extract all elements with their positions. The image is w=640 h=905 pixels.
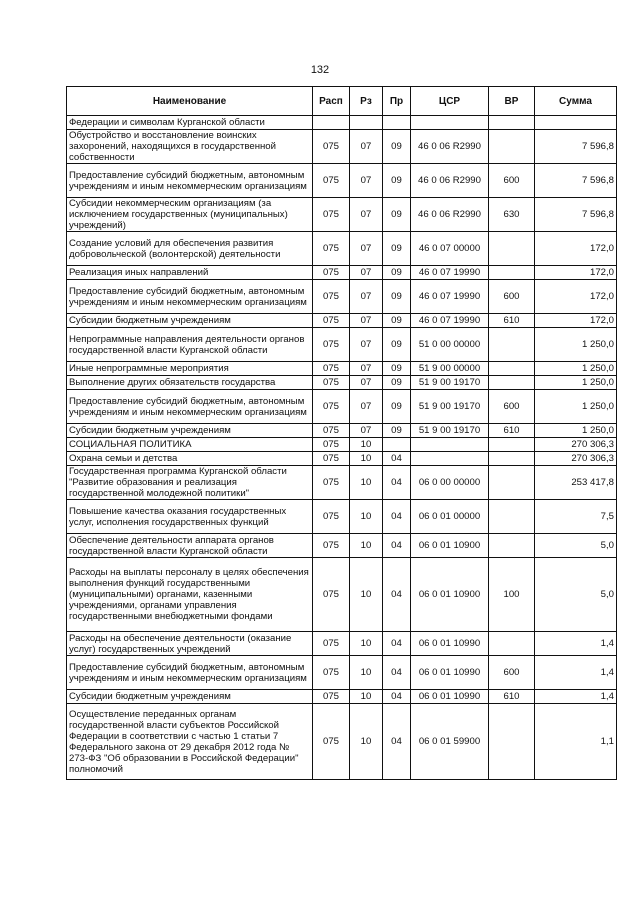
cell-pr: 09	[383, 232, 411, 266]
table-row	[67, 656, 617, 690]
table-row	[67, 690, 617, 704]
cell-vr: 600	[489, 656, 535, 690]
cell-csr: 06 0 01 10990	[411, 656, 489, 690]
cell-vr	[489, 362, 535, 376]
cell-pr: 04	[383, 500, 411, 534]
cell-pr: 09	[383, 362, 411, 376]
table-row	[67, 164, 617, 198]
cell-rasp: 075	[313, 452, 350, 466]
cell-name: Федерации и символам Курганской области	[67, 116, 313, 130]
cell-sum: 270 306,3	[535, 452, 617, 466]
cell-rz: 07	[350, 280, 383, 314]
cell-sum: 1 250,0	[535, 390, 617, 424]
cell-rz: 07	[350, 314, 383, 328]
cell-name: Субсидии бюджетным учреждениям	[67, 314, 313, 328]
cell-rasp: 075	[313, 362, 350, 376]
table-row	[67, 424, 617, 438]
cell-rasp: 075	[313, 438, 350, 452]
cell-rz: 07	[350, 198, 383, 232]
cell-pr: 09	[383, 266, 411, 280]
cell-name: Расходы на обеспечение деятельности (оказание услуг) государственных учреждений	[67, 632, 313, 656]
cell-pr: 09	[383, 280, 411, 314]
cell-rasp: 075	[313, 558, 350, 632]
cell-rasp: 075	[313, 500, 350, 534]
cell-sum: 253 417,8	[535, 466, 617, 500]
cell-name: Повышение качества оказания государственных услуг, исполнения государственных функций	[67, 500, 313, 534]
cell-name: Субсидии бюджетным учреждениям	[67, 690, 313, 704]
cell-vr: 600	[489, 164, 535, 198]
cell-vr	[489, 116, 535, 130]
cell-sum: 7 596,8	[535, 164, 617, 198]
cell-rz: 10	[350, 466, 383, 500]
table-body	[67, 116, 617, 780]
cell-vr	[489, 232, 535, 266]
cell-pr: 04	[383, 656, 411, 690]
cell-csr: 46 0 07 00000	[411, 232, 489, 266]
header-vr: ВР	[489, 87, 535, 116]
cell-csr: 06 0 00 00000	[411, 466, 489, 500]
cell-rz: 10	[350, 534, 383, 558]
cell-name: Предоставление субсидий бюджетным, автономным учреждениям и иным некоммерческим организациям	[67, 164, 313, 198]
cell-csr: 06 0 01 10900	[411, 534, 489, 558]
header-sum: Сумма	[535, 87, 617, 116]
cell-rasp: 075	[313, 656, 350, 690]
cell-rz: 10	[350, 656, 383, 690]
cell-pr: 04	[383, 558, 411, 632]
cell-rasp: 075	[313, 632, 350, 656]
cell-rasp: 075	[313, 198, 350, 232]
cell-pr	[383, 116, 411, 130]
cell-pr: 09	[383, 198, 411, 232]
cell-rz: 07	[350, 376, 383, 390]
header-rasp: Расп	[313, 87, 350, 116]
table-row	[67, 558, 617, 632]
table-row	[67, 266, 617, 280]
cell-pr: 09	[383, 390, 411, 424]
cell-rz: 07	[350, 266, 383, 280]
cell-sum: 5,0	[535, 534, 617, 558]
cell-rz: 07	[350, 328, 383, 362]
cell-rasp: 075	[313, 376, 350, 390]
cell-vr	[489, 438, 535, 452]
header-rz: Рз	[350, 87, 383, 116]
cell-csr: 46 0 06 R2990	[411, 164, 489, 198]
cell-csr: 06 0 01 10990	[411, 632, 489, 656]
cell-rz: 07	[350, 130, 383, 164]
cell-sum: 1,4	[535, 632, 617, 656]
cell-rasp: 075	[313, 390, 350, 424]
cell-vr	[489, 376, 535, 390]
cell-sum: 7 596,8	[535, 198, 617, 232]
cell-csr: 46 0 07 19990	[411, 266, 489, 280]
cell-pr: 09	[383, 376, 411, 390]
cell-csr: 51 9 00 19170	[411, 376, 489, 390]
cell-csr: 06 0 01 10990	[411, 690, 489, 704]
cell-csr	[411, 452, 489, 466]
cell-csr: 51 0 00 00000	[411, 328, 489, 362]
cell-csr: 46 0 07 19990	[411, 314, 489, 328]
cell-pr: 04	[383, 452, 411, 466]
cell-sum: 270 306,3	[535, 438, 617, 452]
cell-rasp: 075	[313, 266, 350, 280]
cell-name: Предоставление субсидий бюджетным, автономным учреждениям и иным некоммерческим организациям	[67, 280, 313, 314]
cell-rasp: 075	[313, 232, 350, 266]
cell-name: Субсидии бюджетным учреждениям	[67, 424, 313, 438]
cell-sum: 172,0	[535, 266, 617, 280]
cell-name: Иные непрограммные мероприятия	[67, 362, 313, 376]
cell-sum: 1 250,0	[535, 362, 617, 376]
table-row	[67, 362, 617, 376]
table-row	[67, 328, 617, 362]
cell-rz: 07	[350, 424, 383, 438]
cell-sum: 7 596,8	[535, 130, 617, 164]
cell-sum: 7,5	[535, 500, 617, 534]
cell-name: Расходы на выплаты персоналу в целях обеспечения выполнения функций государственными (муниципальными) органами, казенными учреждениями, органами управления государственными внебюджетными фондами	[67, 558, 313, 632]
cell-rz	[350, 116, 383, 130]
cell-rasp: 075	[313, 328, 350, 362]
cell-sum: 1 250,0	[535, 328, 617, 362]
cell-sum: 172,0	[535, 232, 617, 266]
cell-csr: 06 0 01 00000	[411, 500, 489, 534]
cell-csr	[411, 438, 489, 452]
cell-name: Государственная программа Курганской области "Развитие образования и реализация государственной молодежной политики"	[67, 466, 313, 500]
cell-csr: 46 0 07 19990	[411, 280, 489, 314]
cell-sum: 1,4	[535, 656, 617, 690]
cell-csr: 51 9 00 00000	[411, 362, 489, 376]
cell-rz: 10	[350, 500, 383, 534]
cell-vr: 610	[489, 314, 535, 328]
header-csr: ЦСР	[411, 87, 489, 116]
cell-csr: 06 0 01 10900	[411, 558, 489, 632]
cell-vr	[489, 534, 535, 558]
cell-rz: 07	[350, 232, 383, 266]
cell-rasp: 075	[313, 690, 350, 704]
cell-rasp: 075	[313, 164, 350, 198]
table-row	[67, 534, 617, 558]
header-name: Наименование	[67, 87, 313, 116]
cell-rz: 10	[350, 632, 383, 656]
table-header-row	[67, 87, 617, 116]
cell-rz: 10	[350, 704, 383, 780]
cell-csr: 46 0 06 R2990	[411, 198, 489, 232]
cell-pr: 04	[383, 704, 411, 780]
table-row	[67, 280, 617, 314]
cell-rasp	[313, 116, 350, 130]
cell-pr: 09	[383, 164, 411, 198]
budget-table	[66, 86, 617, 780]
header-pr: Пр	[383, 87, 411, 116]
cell-rasp: 075	[313, 314, 350, 328]
table-row	[67, 232, 617, 266]
cell-vr	[489, 328, 535, 362]
cell-pr: 09	[383, 130, 411, 164]
cell-name: СОЦИАЛЬНАЯ ПОЛИТИКА	[67, 438, 313, 452]
cell-vr: 600	[489, 280, 535, 314]
cell-rasp: 075	[313, 534, 350, 558]
cell-sum: 1,1	[535, 704, 617, 780]
cell-sum: 1 250,0	[535, 376, 617, 390]
cell-pr: 09	[383, 328, 411, 362]
cell-rz: 10	[350, 690, 383, 704]
table-row	[67, 704, 617, 780]
cell-rz: 10	[350, 558, 383, 632]
cell-csr: 06 0 01 59900	[411, 704, 489, 780]
cell-sum: 1 250,0	[535, 424, 617, 438]
cell-pr: 04	[383, 534, 411, 558]
cell-rz: 07	[350, 390, 383, 424]
cell-rasp: 075	[313, 704, 350, 780]
table-row	[67, 632, 617, 656]
cell-csr: 51 9 00 19170	[411, 424, 489, 438]
cell-sum: 5,0	[535, 558, 617, 632]
cell-rz: 10	[350, 438, 383, 452]
table-row	[67, 130, 617, 164]
cell-name: Предоставление субсидий бюджетным, автономным учреждениям и иным некоммерческим организациям	[67, 390, 313, 424]
cell-vr: 600	[489, 390, 535, 424]
cell-name: Реализация иных направлений	[67, 266, 313, 280]
cell-rasp: 075	[313, 280, 350, 314]
cell-vr: 100	[489, 558, 535, 632]
cell-name: Непрограммные направления деятельности органов государственной власти Курганской области	[67, 328, 313, 362]
table-row	[67, 198, 617, 232]
cell-vr	[489, 266, 535, 280]
cell-vr	[489, 452, 535, 466]
cell-vr	[489, 632, 535, 656]
cell-vr	[489, 704, 535, 780]
cell-pr: 09	[383, 424, 411, 438]
cell-rz: 07	[350, 362, 383, 376]
cell-pr	[383, 438, 411, 452]
cell-name: Обустройство и восстановление воинских захоронений, находящихся в государственной собственности	[67, 130, 313, 164]
cell-vr: 630	[489, 198, 535, 232]
cell-pr: 09	[383, 314, 411, 328]
cell-sum: 172,0	[535, 314, 617, 328]
table-row	[67, 116, 617, 130]
cell-name: Охрана семьи и детства	[67, 452, 313, 466]
cell-name: Выполнение других обязательств государства	[67, 376, 313, 390]
cell-name: Субсидии некоммерческим организациям (за исключением государственных (муниципальных) учреждений)	[67, 198, 313, 232]
cell-rz: 07	[350, 164, 383, 198]
cell-sum	[535, 116, 617, 130]
cell-vr: 610	[489, 424, 535, 438]
table-row	[67, 376, 617, 390]
cell-vr: 610	[489, 690, 535, 704]
table-row	[67, 390, 617, 424]
table-row	[67, 438, 617, 452]
cell-pr: 04	[383, 690, 411, 704]
cell-vr	[489, 130, 535, 164]
cell-rasp: 075	[313, 130, 350, 164]
table-row	[67, 452, 617, 466]
cell-rz: 10	[350, 452, 383, 466]
cell-csr: 51 9 00 19170	[411, 390, 489, 424]
cell-rasp: 075	[313, 424, 350, 438]
page-number: 132	[310, 64, 330, 76]
cell-sum: 1,4	[535, 690, 617, 704]
cell-sum: 172,0	[535, 280, 617, 314]
cell-vr	[489, 466, 535, 500]
cell-name: Создание условий для обеспечения развития добровольческой (волонтерской) деятельности	[67, 232, 313, 266]
cell-name: Обеспечение деятельности аппарата органов государственной власти Курганской области	[67, 534, 313, 558]
cell-name: Предоставление субсидий бюджетным, автономным учреждениям и иным некоммерческим организациям	[67, 656, 313, 690]
cell-name: Осуществление переданных органам государственной власти субъектов Российской Федерации в соответствии с частью 1 статьи 7 Федерального закона от 29 декабря 2012 года № 273-ФЗ "Об образовании в Российской Федерации" полномочий	[67, 704, 313, 780]
cell-pr: 04	[383, 466, 411, 500]
table-row	[67, 314, 617, 328]
cell-csr: 46 0 06 R2990	[411, 130, 489, 164]
cell-pr: 04	[383, 632, 411, 656]
cell-csr	[411, 116, 489, 130]
cell-rasp: 075	[313, 466, 350, 500]
cell-vr	[489, 500, 535, 534]
table-row	[67, 500, 617, 534]
table-row	[67, 466, 617, 500]
